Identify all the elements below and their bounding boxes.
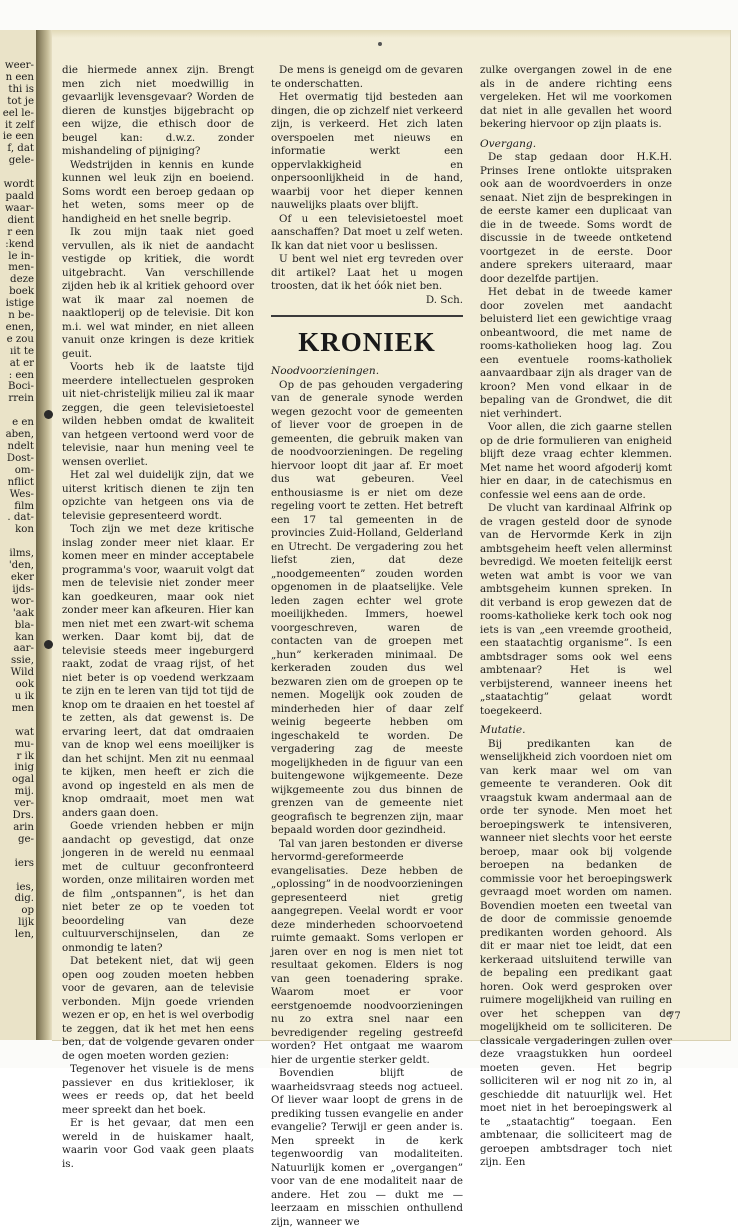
- previous-page-line: film: [14, 500, 34, 512]
- previous-page-line: tot je: [7, 95, 34, 107]
- paragraph: Voor allen, die zich gaarne stellen op de drie formulieren van enigheid blijft deze vraag echter klemmen. Met name het woord afgoderij komt hier en daar, in de catechismus en confessie wel eens aan de orde.: [480, 421, 672, 501]
- previous-page-line: it zelf: [4, 119, 34, 131]
- previous-page-line: [0, 167, 34, 179]
- previous-page-line: dient: [7, 214, 34, 226]
- previous-page-line: rrein: [8, 393, 34, 405]
- previous-page-line: [0, 846, 34, 858]
- previous-page-line: arin: [13, 822, 34, 833]
- previous-page-line: paald: [5, 190, 34, 202]
- previous-page-line: dig.: [14, 893, 34, 905]
- paragraph: Of u een televisietoestel moet aanschaffen? Dat moet u zelf weten. Ik kan dat niet voor u beslissen.: [271, 212, 463, 252]
- paragraph: die hiermede annex zijn. Brengt men zich niet moedwillig in gevaarlijk levensgevaar? Worden de dieren de kunstjes bijgebracht op een wijze, die ethisch door de beugel kan: d.w.z. zonder mishandeling of pijniging?: [62, 64, 254, 157]
- paragraph: De stap gedaan door H.K.H. Prinses Irene ontlokte uitspraken ook aan de woordvoerders in onze senaat. Niet zijn de besprekingen in de eerste kamer een duplicaat van die in de tweede. Soms wordt de discussie in de tweede ontketend voortgezet in de eerste. Door andere sprekers uiteraard, maar door dezelfde partijen.: [480, 151, 672, 285]
- section-divider: [271, 315, 463, 317]
- previous-page-line: le in-: [8, 250, 34, 262]
- previous-page-line: men: [11, 702, 34, 714]
- previous-page-line: ogal: [12, 774, 34, 786]
- previous-page-line: ie een: [2, 131, 34, 143]
- previous-page-text: [0, 60, 36, 941]
- previous-page-line: Boci-: [7, 381, 34, 393]
- column-1: [62, 64, 254, 1171]
- previous-page-line: [0, 870, 34, 882]
- previous-page-line: mij.: [14, 786, 34, 798]
- previous-page-line: bla-: [14, 619, 34, 631]
- paragraph: Bovendien blijft de waarheidsvraag steeds nog actueel. Of liever waar loopt de grens in de prediking tussen evangelie en ander evangelie? Terwijl er geen ander is. Men spreekt in de kerk tegenwoordig van modaliteiten. Natuurlijk komen er „overgangen” voor van de ene modaliteit naar de andere. Het zou — dukt me — leerzaam en misschien onthullend zijn, wanneer we: [271, 1067, 463, 1228]
- previous-page-line: weer-: [4, 60, 34, 71]
- previous-page-line: ge-: [18, 833, 34, 845]
- previous-page-line: men-: [8, 262, 34, 274]
- previous-page-line: eker: [10, 571, 34, 583]
- previous-page-line: wordt: [3, 179, 34, 191]
- page-number: 77: [668, 1011, 681, 1022]
- paragraph: zulke overgangen zowel in de ene als in de andere richting eens vergeleken. Het wil me voorkomen dat niet in alle gevallen het woord bekering hiervoor op zijn plaats is.: [480, 64, 672, 130]
- subsection-heading: Noodvoorzieningen.: [271, 365, 380, 377]
- previous-page-line: len,: [14, 929, 34, 941]
- paragraph: Het overmatig tijd besteden aan dingen, die op zichzelf niet verkeerd zijn, is verkeerd. Het zich laten overspoelen met nieuws en informatie werkt een oppervlakkigheid en onpersoonlijkheid in de hand, waarbij voor het dieper kennen nauwelijks plaats over blijft.: [271, 91, 463, 211]
- previous-page-line: eel le-: [2, 107, 34, 119]
- previous-page-line: r ik: [16, 750, 34, 762]
- paragraph: Tegenover het visuele is de mens passiever en dus kritiekloser, ik wees er reeds op, dat het beeld meer spreekt dan het boek.: [62, 1063, 254, 1116]
- previous-page-line: wat: [15, 726, 34, 738]
- paragraph: U bent wel niet erg tevreden over dit artikel? Laat het u mogen troosten, dat ik het óók niet ben.: [271, 253, 463, 292]
- previous-page-line: om-: [14, 464, 34, 476]
- previous-page-line: wor-: [10, 595, 34, 607]
- paragraph: Op de pas gehouden vergadering van de generale synode werden wegen gezocht voor de gemeenten of liever voor de groepen in de gemeenten, die gebruik maken van de noodvoorzieningen. De regeling hiervoor loopt dit jaar af. Er moet dus wat gebeuren. Veel enthousiasme is er niet om deze regeling voort te zetten. Het betreft een 17 tal gemeenten in de provincies Zuid-Holland, Gelderland en Utrecht. De vergadering zou het liefst zien, dat deze „noodgemeenten” zouden worden opgenomen in de plaatselijke. Vele leden zagen echter wel grote moeilijkheden. Immers, hoewel voorgeschreven, waren de contacten van de groepen met „hun” kerkeraden minimaal. De kerkeraden zouden dus wel bezwaren zien om de groepen op te nemen. Mogelijk ook zouden de minderheden hier of daar zelf weinig begeerte hebben om ingeschakeld te worden. De vergadering zag de meeste mogelijkheden in de figuur van een buitengewone wijkgemeente. Deze wijkgemeente zou dus binnen de grenzen van de gemeente niet geografisch te begrenzen zijn, maar bepaald worden door gezindheid.: [271, 378, 463, 836]
- section-title: KRONIEK: [298, 327, 436, 357]
- previous-page-line: ilms,: [9, 548, 34, 560]
- previous-page-line: ver-: [13, 798, 34, 810]
- previous-page-line: enen,: [5, 321, 34, 333]
- previous-page-line: ies,: [16, 881, 34, 893]
- previous-page-line: aar-: [13, 643, 34, 655]
- previous-page-line: f, dat: [7, 143, 34, 155]
- previous-page-line: . dat-: [7, 512, 34, 524]
- paragraph: Het debat in de tweede kamer door zovelen met aandacht beluisterd liet een gewichtige vraag onbeantwoord, die met name de rooms-katholieken hoog lag. Zou een eventuele rooms-katholiek aanvaardbaar zijn als drager van de kroon? Men vond elkaar in de bepaling van de Grondwet, die dit niet verhindert.: [480, 286, 672, 420]
- previous-page-line: gele-: [8, 155, 34, 167]
- book-spine: [36, 30, 52, 1040]
- previous-page-line: waar-: [4, 202, 34, 214]
- previous-page-line: istige: [5, 298, 34, 310]
- paragraph: Goede vrienden hebben er mijn aandacht op gevestigd, dat onze jongeren in de wereld nu eenmaal met de cultuur geconfronteerd worden, onze militairen worden met de film „ontspannen”, is het dan niet beter ze op te voeden tot beoordeling van deze cultuurverschijnselen, dan ze onmondig te laten?: [62, 820, 254, 954]
- previous-page-line: n een: [5, 71, 34, 83]
- author-signature: D. Sch.: [425, 293, 463, 306]
- paragraph: Bij predikanten kan de wenselijkheid zich voordoen niet om van kerk maar wel om van gemeente te veranderen. Ook dit vraagstuk kwam andermaal aan de orde ter synode. Men moet het beroepingswerk te intensiveren, wanneer niet slechts voor het eerste beroep, maar ook bij volgende beroepen na bedanken de commissie voor het beroepingswerk gevraagd moet worden om namen. Bovendien moeten een tweetal van de door de commissie genoemde predikanten worden gehoord. Als dit er maar niet toe leidt, dat een kerkeraad uitsluitend terwille van de bepaling een predikant gaat horen. Ook werd gesproken over ruimere mogelijkheid van ruiling en over het scheppen van de mogelijkheid om te solliciteren. De classicale vergaderingen zullen over deze vraagstukken hun oordeel moeten geven. Het begrip solliciteren wil er nog nit zo in, al geschiedde dit natuurlijk wel. Het moet niet in het beroepingswerk al te „staatachtig” toegaan. Een ambtenaar, die solliciteert mag de geroepen ambtsdrager toch niet zijn. Een: [480, 737, 672, 1168]
- previous-page-line: op: [21, 905, 34, 917]
- previous-page-line: ndelt: [7, 441, 34, 452]
- previous-page-line: n be-: [8, 310, 34, 322]
- previous-page-line: [0, 405, 34, 417]
- previous-page-line: Drs.: [12, 810, 34, 822]
- previous-page-edge: [0, 30, 37, 1040]
- previous-page-line: kon: [15, 524, 34, 536]
- previous-page-line: 'aak: [12, 607, 34, 619]
- punch-hole: [44, 640, 53, 649]
- previous-page-line: r een: [7, 226, 34, 238]
- previous-page-line: ssie,: [11, 655, 34, 667]
- subsection-heading: Mutatie.: [480, 724, 526, 736]
- previous-page-line: e zou: [6, 333, 34, 345]
- paragraph: Voorts heb ik de laatste tijd meerdere intellectuelen gesproken uit niet-christelijk milieu zal ik maar zeggen, die geen televisietoestel wilden hebben omdat de kwaliteit van hetgeen vertoond werd voor de televisie, naar hun mening veel te wensen overliet.: [62, 361, 254, 468]
- previous-page-line: u ik: [14, 691, 34, 703]
- paragraph: Dat betekent niet, dat wij geen open oog zouden moeten hebben voor de gevaren, aan de televisie verbonden. Mijn goede vrienden wezen er op, en het is wel overbodig te zeggen, dat ik het met hen eens ben, dat de volgende gevaren onder de ogen moeten worden gezien:: [62, 955, 254, 1062]
- paragraph: De vlucht van kardinaal Alfrink op de vragen gesteld door de synode van de Hervormde Kerk in zijn ambtsgeheim heeft velen allerminst bevredigd. We moeten feitelijk eerst weten wat ambt is voor we van ambtsgeheim kunnen spreken. In dit verband is erop gewezen dat de rooms-katholieke kerk toch ook nog iets is van „een vreemde grootheid, een staatachtig organisme”. Is een ambtsdrager soms ook wel eens ambtenaar? Het is wel verbijsterend, wanneer ineens het „staatachtig” gelaat wordt toegekeerd.: [480, 502, 672, 717]
- paragraph: Er is het gevaar, dat men een wereld in de huiskamer haalt, waarin voor God vaak geen plaats is.: [62, 1117, 254, 1170]
- column-3: [480, 64, 672, 1170]
- page-dot: [378, 42, 382, 46]
- previous-page-line: Dost-: [6, 452, 34, 464]
- punch-hole: [44, 410, 53, 419]
- previous-page-line: :kend: [5, 238, 34, 250]
- previous-page-line: thi is: [8, 83, 34, 95]
- previous-page-line: Wild: [10, 667, 34, 679]
- paragraph: Ik zou mijn taak niet goed vervullen, als ik niet de aandacht vestigde op kritiek, die wordt uitgebracht. Van verschillende zijden heb ik al kritiek gehoord over wat ik maar zal noemen de naaktloperij op de televisie. Dit kon m.i. wel wat minder, en niet alleen vanuit onze kringen is deze kritiek geuit.: [62, 226, 254, 360]
- previous-page-line: kan: [15, 631, 34, 643]
- previous-page-line: deze: [10, 274, 34, 286]
- previous-page-line: [0, 715, 34, 727]
- previous-page-line: : een: [8, 369, 34, 381]
- previous-page-line: nflict: [7, 476, 34, 488]
- paragraph: Het zal wel duidelijk zijn, dat we uiterst kritisch dienen te zijn ten opzichte van hetgeen ons via de televisie gepresenteerd wordt.: [62, 469, 254, 522]
- page-top-shade: [52, 30, 730, 38]
- previous-page-line: ıit te: [10, 345, 34, 357]
- previous-page-line: e en: [12, 417, 34, 429]
- previous-page-line: ijds-: [12, 583, 34, 595]
- previous-page-line: Wes-: [9, 488, 34, 500]
- column-2: [271, 64, 463, 1229]
- previous-page-line: ook: [15, 679, 34, 691]
- previous-page-line: aben,: [5, 429, 34, 441]
- paragraph: Toch zijn we met deze kritische inslag zonder meer niet klaar. Er komen meer en minder acceptabele programma's voor, waaruit volgt dat men de televisie niet zonder meer kan goedkeuren, maar ook niet zonder meer kan afkeuren. Hier kan men niet met een zwart-wit schema werken. Daar komt bij, dat de televisie steeds meer ingeburgerd raakt, zodat de vraag rijst, of het niet beter is op voedend werkzaam te zijn en te leren van tijd tot tijd de knop om te draaien en het toestel af te zetten, als dat gewenst is. De ervaring leert, dat dat omdraaien van de knop wel eens moeilijker is dan het schijnt. Men zit nu eenmaal te kijken, men heeft er zich die avond op ingesteld en als men de knop omdraait, moet men wat anders gaan doen.: [62, 523, 254, 819]
- previous-page-line: iers: [14, 857, 34, 869]
- previous-page-line: boek: [9, 286, 34, 298]
- previous-page-line: inig: [14, 762, 34, 774]
- paragraph: Wedstrijden in kennis en kunde kunnen wel leuk zijn en boeiend. Soms wordt een beroep gedaan op het weten, soms meer op de handigheid en het snelle begrip.: [62, 158, 254, 225]
- paragraph: De mens is geneigd om de gevaren te onderschatten.: [271, 64, 463, 90]
- subsection-heading: Overgang.: [480, 137, 537, 150]
- previous-page-line: 'den,: [8, 560, 34, 572]
- previous-page-line: lijk: [18, 917, 34, 929]
- previous-page-line: [0, 536, 34, 548]
- previous-page-line: at er: [9, 357, 34, 369]
- paragraph: Tal van jaren bestonden er diverse hervormd-gereformeerde evangelisaties. Deze hebben de „oplossing” in de noodvoorzieningen gepresenteerd niet gretig aangegrepen. Veelal wordt er voor deze minderheden schoorvoetend ruimte gemaakt. Soms verlopen er jaren over en nog is men niet tot resultaat gekomen. Elders is nog van geen toenadering sprake. Waarom moet er voor eerstgenoemde noodvoorzieningen nu zo extra snel naar een bevredigender regeling gestreefd worden? Het ontgaat me waarom hier de urgentie sterker geldt.: [271, 837, 463, 1066]
- previous-page-line: mu-: [14, 738, 34, 750]
